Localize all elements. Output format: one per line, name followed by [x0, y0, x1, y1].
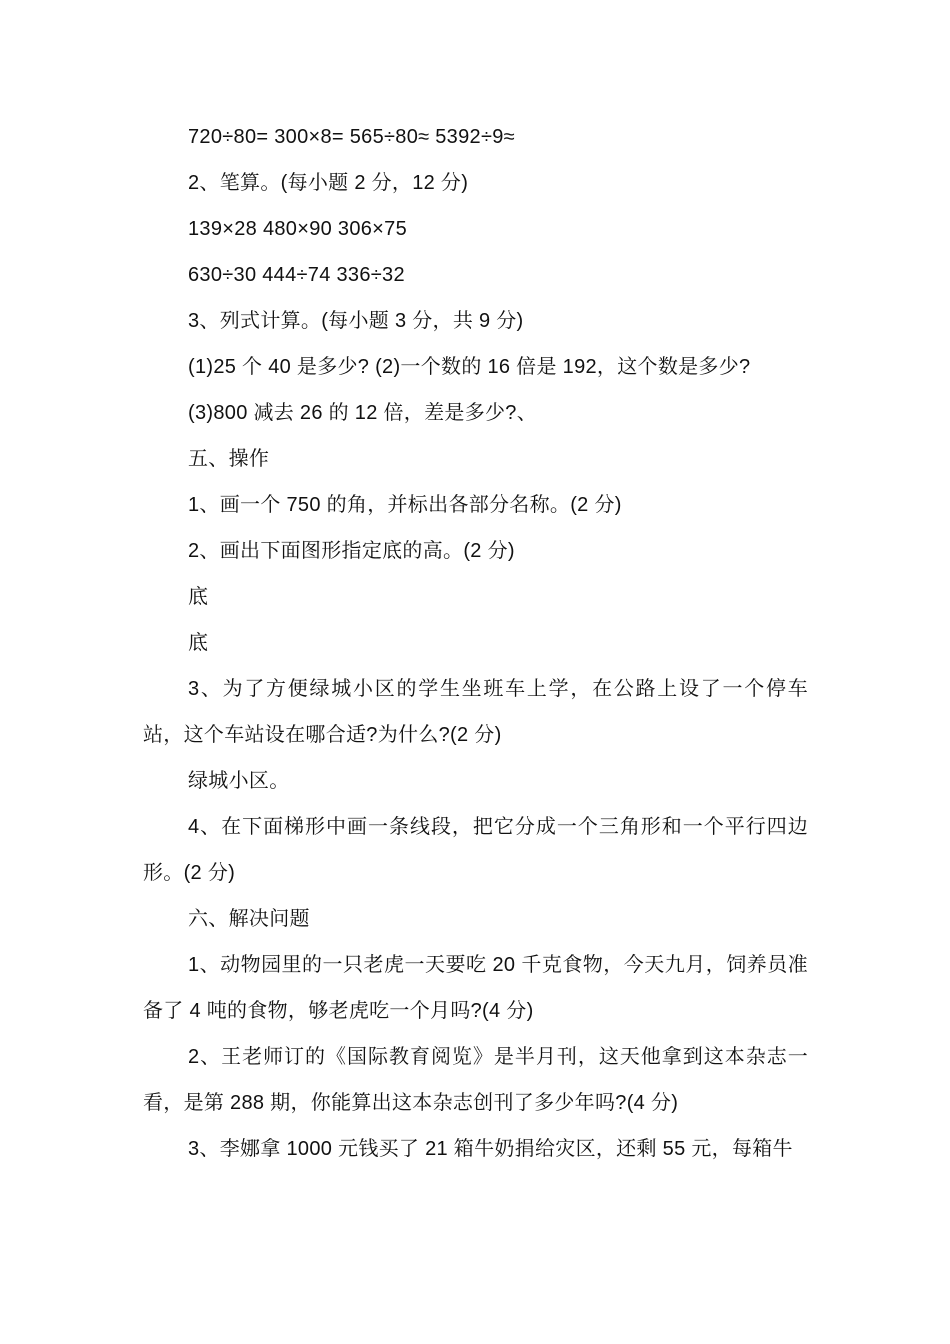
text-line-written-calc-row-2: 630÷30 444÷74 336÷32 — [188, 264, 405, 286]
text-line-oral-calc: 720÷80= 300×8= 565÷80≈ 5392÷9≈ — [188, 126, 515, 148]
section-heading-operation: 五、操作 — [188, 448, 270, 470]
text-line-problem-q1: 1、动物园里的一只老虎一天要吃 20 千克食物，今天九月，饲养员准备了 4 吨的食物，够老虎吃一个月吗?(4 分) — [143, 954, 808, 1022]
document-body — [143, 114, 808, 1172]
text-line-equation-q1-q2: (1)25 个 40 是多少? (2)一个数的 16 倍是 192，这个数是多少? — [188, 356, 751, 378]
section-heading-problem-solving: 六、解决问题 — [188, 908, 310, 930]
text-line-written-calc-row-1: 139×28 480×90 306×75 — [188, 218, 407, 240]
text-line-operation-q2: 2、画出下面图形指定底的高。(2 分) — [188, 540, 515, 562]
text-line-base-label-2: 底 — [188, 632, 209, 654]
text-line-base-label-1: 底 — [188, 586, 209, 608]
text-line-equation-q3: (3)800 减去 26 的 12 倍，差是多少?、 — [188, 402, 538, 424]
text-line-operation-q4: 4、在下面梯形中画一条线段，把它分成一个三角形和一个平行四边形。(2 分) — [143, 816, 808, 884]
text-line-problem-q3: 3、李娜拿 1000 元钱买了 21 箱牛奶捐给灾区，还剩 55 元，每箱牛 — [188, 1138, 793, 1160]
text-line-equation-heading: 3、列式计算。(每小题 3 分，共 9 分) — [188, 310, 524, 332]
text-line-community-label: 绿城小区。 — [188, 770, 290, 792]
text-line-problem-q2: 2、王老师订的《国际教育阅览》是半月刊，这天他拿到这本杂志一看，是第 288 期，你能算出这本杂志创刊了多少年吗?(4 分) — [143, 1046, 808, 1114]
text-line-operation-q1: 1、画一个 750 的角，并标出各部分名称。(2 分) — [188, 494, 622, 516]
text-line-operation-q3: 3、为了方便绿城小区的学生坐班车上学，在公路上设了一个停车站，这个车站设在哪合适?为什么?(2 分) — [143, 678, 808, 746]
text-line-written-calc-heading: 2、笔算。(每小题 2 分，12 分) — [188, 172, 469, 194]
